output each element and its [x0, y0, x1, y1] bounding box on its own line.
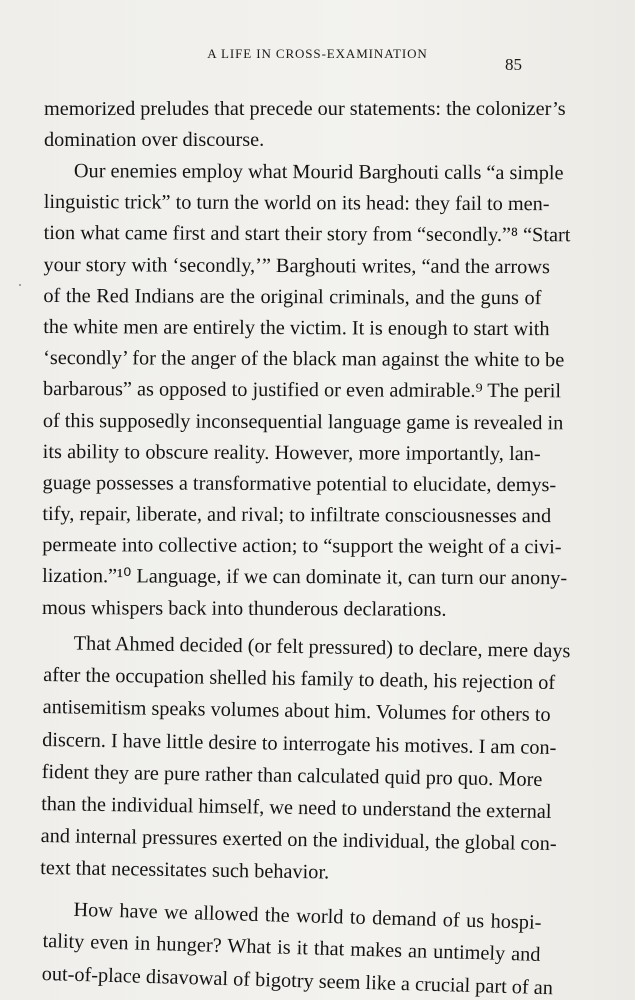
text-line: memorized preludes that precede our statements: the colonizer’s — [44, 98, 566, 120]
paragraph-2 — [41, 156, 571, 626]
paper-speck — [19, 284, 21, 286]
text-line: ‘secondly’ for the anger of the black man against the white to be — [43, 347, 565, 372]
paragraph-3 — [40, 628, 571, 893]
text-line: tality even in hunger? What is it that makes an untimely and — [42, 930, 541, 966]
text-line: text that necessitates such behavior. — [40, 857, 330, 885]
body-text — [40, 94, 571, 999]
paragraph-4 — [41, 894, 554, 1000]
text-line: lization.”¹⁰ Language, if we can dominate it, can turn our anony- — [42, 565, 568, 591]
text-line: linguistic trick” to turn the world on its head: they fail to men- — [43, 191, 550, 216]
text-line: mous whispers back into thunderous declarations. — [41, 596, 447, 621]
page-number: 85 — [505, 55, 522, 74]
text-line: its ability to obscure reality. However, more importantly, lan- — [42, 441, 541, 466]
text-line: How have we allowed the world to demand of us hospi- — [73, 898, 542, 934]
text-line: out-of-place disavowal of bigotry seem like a crucial part of an — [41, 962, 554, 999]
text-line: tify, repair, liberate, and rival; to infiltrate consciousnesses and — [42, 503, 552, 528]
running-head-title: A LIFE IN CROSS-EXAMINATION — [207, 46, 428, 61]
text-line: the white men are entirely the victim. It is enough to start with — [43, 316, 550, 341]
text-line: fident they are pure rather than calculated quid pro quo. More — [41, 760, 543, 791]
text-line: after the occupation shelled his family to death, his rejection of — [43, 664, 556, 695]
text-line: and internal pressures exerted on the individual, the global con- — [40, 825, 557, 856]
text-line: antisemitism speaks volumes about him. Volumes for others to — [42, 696, 551, 727]
text-line: your story with ‘secondly,’” Barghouti writes, “and the arrows — [43, 253, 550, 279]
text-line: That Ahmed decided (or felt pressured) to declare, mere days — [73, 632, 571, 663]
text-line: barbarous” as opposed to justified or even admirable.⁹ The peril — [42, 378, 562, 403]
paragraph-1 — [44, 94, 566, 156]
text-line: Our enemies employ what Mourid Barghouti calls “a simple — [73, 160, 564, 185]
text-line: of this supposedly inconsequential language game is revealed in — [42, 409, 564, 435]
text-line: discern. I have little desire to interrogate his motives. I am con- — [42, 728, 557, 759]
text-line: permeate into collective action; to “support the weight of a civi- — [42, 534, 562, 559]
text-line: domination over discourse. — [44, 129, 265, 152]
text-line: of the Red Indians are the original criminals, and the guns of — [43, 285, 542, 310]
text-line: guage possesses a transformative potential to elucidate, demys- — [42, 472, 557, 497]
text-line: tion what came first and start their story from “secondly.”⁸ “Start — [43, 222, 571, 248]
text-line: than the individual himself, we need to understand the external — [41, 793, 552, 824]
